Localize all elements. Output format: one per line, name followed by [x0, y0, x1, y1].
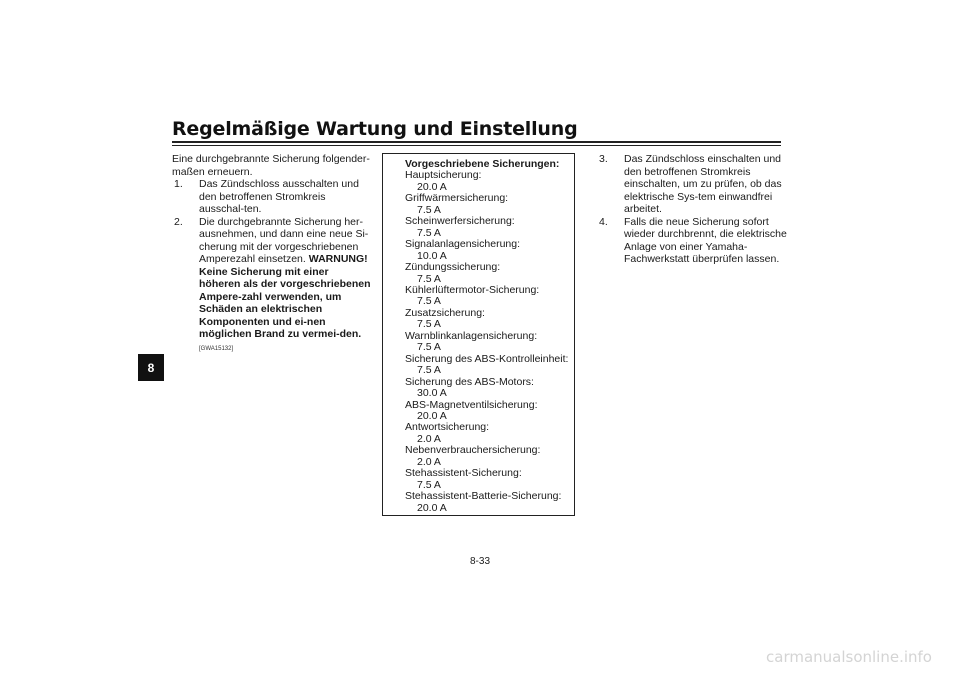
step-body	[199, 216, 372, 356]
step-2	[172, 216, 372, 356]
fuse-name: Sicherung des ABS-Kontrolleinheit:	[405, 352, 569, 365]
fuse-value: 2.0 A	[417, 432, 441, 445]
fuse-name: Sicherung des ABS-Motors:	[405, 375, 534, 388]
fuse-name: Stehassistent-Sicherung:	[405, 467, 522, 480]
step-text: Das Zündschloss ausschalten und den betroffenen Stromkreis ausschal-ten.	[199, 178, 359, 215]
header-rule-thin	[172, 145, 781, 146]
fuse-value: 7.5 A	[417, 272, 441, 285]
step-4	[597, 216, 787, 266]
right-column	[597, 153, 787, 266]
fuse-value: 7.5 A	[417, 364, 441, 377]
step-number: 3.	[599, 153, 608, 165]
fuse-value: 30.0 A	[417, 387, 447, 400]
fuse-value: 7.5 A	[417, 478, 441, 491]
fuse-box-heading: Vorgeschriebene Sicherungen:	[405, 158, 560, 170]
fuse-name: Scheinwerfersicherung:	[405, 215, 515, 228]
left-column	[172, 153, 372, 355]
fuse-value: 7.5 A	[417, 318, 441, 331]
intro-paragraph: Eine durchgebrannte Sicherung folgender-maßen erneuern.	[172, 153, 370, 178]
fuse-name: ABS-Magnetventilsicherung:	[405, 398, 538, 411]
fuse-name: Zusatzsicherung:	[405, 306, 485, 319]
fuse-name: Warnblinkanlagensicherung:	[405, 329, 538, 342]
fuse-name: Stehassistent-Batterie-Sicherung:	[405, 490, 562, 503]
fuse-value: 7.5 A	[417, 295, 441, 308]
page-number: 8-33	[469, 556, 490, 567]
page-title: Regelmäßige Wartung und Einstellung	[172, 118, 578, 140]
fuse-name: Nebenverbrauchersicherung:	[405, 444, 541, 457]
fuse-value: 20.0 A	[417, 501, 447, 514]
fuse-name: Signalanlagensicherung:	[405, 238, 521, 251]
watermark: carmanualsonline.info	[766, 648, 932, 666]
step-1	[172, 178, 372, 216]
fuse-value: 20.0 A	[417, 409, 447, 422]
fuse-value: 10.0 A	[417, 249, 447, 262]
fuse-value: 2.0 A	[417, 455, 441, 468]
step-number: 1.	[174, 178, 183, 190]
step-text: Das Zündschloss einschalten und den betroffenen Stromkreis einschalten, um zu prüfen, ob das elektrische Sys-tem einwandfrei arbeitet.	[624, 153, 782, 215]
fuse-name: Hauptsicherung:	[405, 169, 482, 182]
fuse-value: 7.5 A	[417, 203, 441, 216]
warning-text: WARNUNG! Keine Sicherung mit einer höheren als der vorgeschriebenen Ampere-zahl verwenden, um Schäden an elektrischen Komponenten und ei-nen möglichen Brand zu vermei-den.	[199, 253, 371, 340]
fuse-name: Antwortsicherung:	[405, 421, 490, 434]
fuse-name: Zündungssicherung:	[405, 261, 501, 274]
fuse-value: 7.5 A	[417, 226, 441, 239]
fuse-spec-box	[382, 153, 575, 516]
step-number: 2.	[174, 215, 183, 228]
step-number: 4.	[599, 215, 608, 228]
step-text: Falls die neue Sicherung sofort wieder durchbrennt, die elektrische Anlage von einer Yamaha-Fachwerkstatt überprüfen lassen.	[624, 215, 787, 265]
fuse-list	[405, 170, 574, 514]
step-text: Die durchgebrannte Sicherung her-ausnehmen, und dann eine neue Si-cherung mit der vorgeschriebenen Amperezahl einsetzen.	[199, 215, 369, 265]
header-rule-thick	[172, 141, 781, 143]
fuse-value: 7.5 A	[417, 341, 441, 354]
fuse-value: 20.0 A	[417, 180, 447, 193]
fuse-name: Griffwärmersicherung:	[405, 192, 509, 205]
warning-code: [GWA15132]	[199, 345, 234, 352]
fuse-name: Kühlerlüftermotor-Sicherung:	[405, 283, 540, 296]
step-3	[597, 153, 787, 216]
chapter-tab: 8	[138, 354, 164, 381]
